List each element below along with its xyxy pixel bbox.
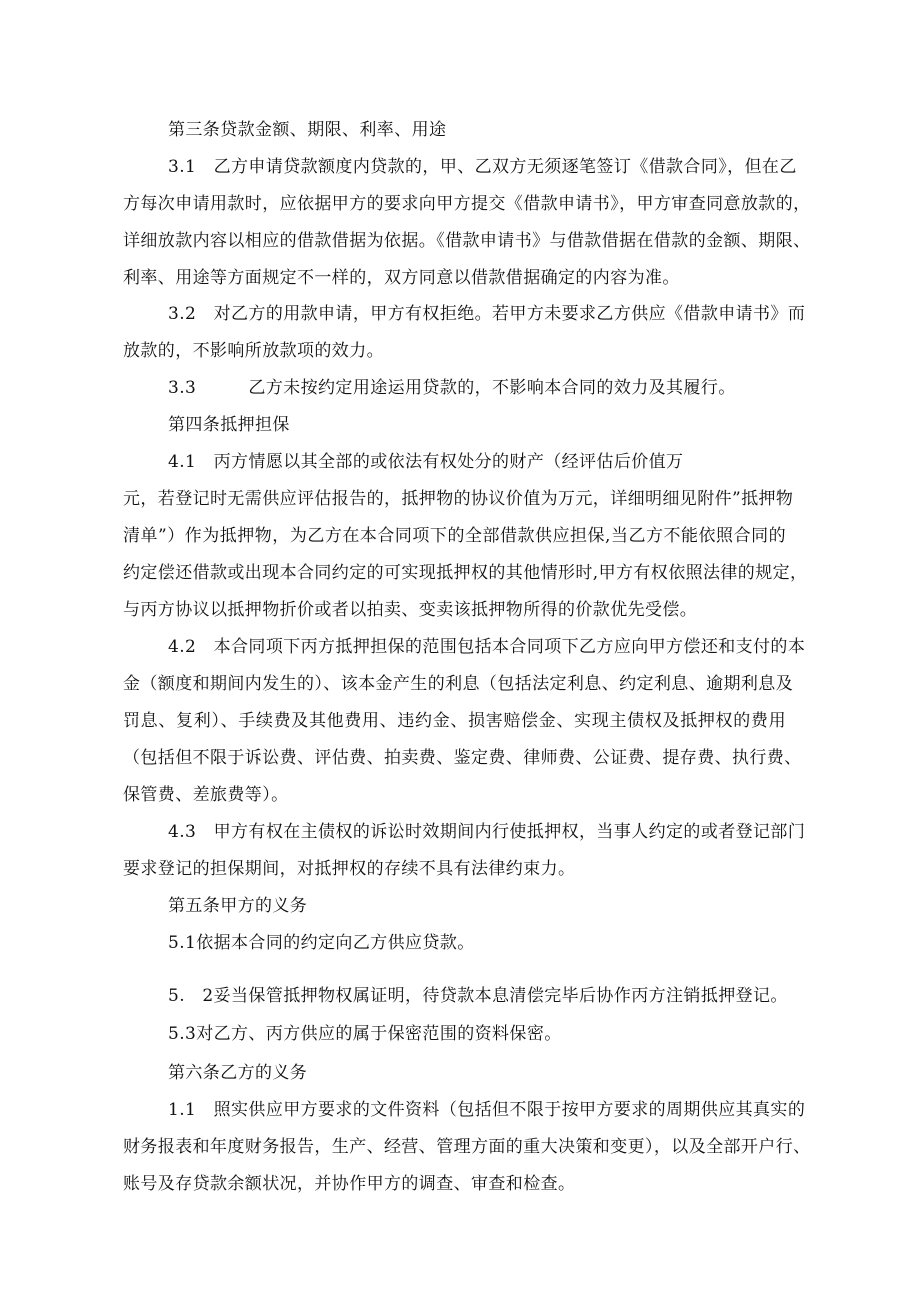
paragraph-4-2-line-5: 保管费、差旅费等）。	[123, 785, 289, 805]
paragraph-3-3: 3.3 乙方未按约定用途运用贷款的，不影响本合同的效力及其履行。	[168, 378, 736, 398]
paragraph-5-2: 5. 2妥当保管抵押物权属证明，待贷款本息清偿完毕后协作丙方注销抵押登记。	[168, 986, 788, 1006]
paragraph-4-1-line-1: 4.1 丙方情愿以其全部的或依法有权处分的财产（经评估后价值万	[168, 452, 684, 472]
paragraph-3-2-line-1: 3.2 对乙方的用款申请，甲方有权拒绝。若甲方未要求乙方供应《借款申请书》而	[168, 304, 806, 324]
paragraph-4-2-line-2: 金（额度和期间内发生的）、该本金产生的利息（包括法定利息、约定利息、逾期利息及	[123, 674, 794, 694]
paragraph-4-2-line-1: 4.2 本合同项下丙方抵押担保的范围包括本合同项下乙方应向甲方偿还和支付的本	[168, 637, 806, 657]
paragraph-5-3: 5.3对乙方、丙方供应的属于保密范围的资料保密。	[168, 1024, 562, 1044]
paragraph-4-1-line-4: 约定偿还借款或出现本合同约定的可实现抵押权的其他情形时,甲方有权依照法律的规定，	[123, 563, 808, 583]
section-6-heading: 第六条乙方的义务	[168, 1063, 308, 1083]
section-3-heading: 第三条贷款金额、期限、利率、用途	[168, 120, 447, 140]
paragraph-3-2-line-2: 放款的，不影响所放款项的效力。	[123, 341, 384, 361]
paragraph-4-3-line-1: 4.3 甲方有权在主债权的诉讼时效期间内行使抵押权，当事人约定的或者登记部门	[168, 822, 806, 842]
paragraph-3-1-line-2: 方每次申请用款时，应依据甲方的要求向甲方提交《借款申请书》，甲方审查同意放款的，	[123, 194, 811, 214]
section-4-heading: 第四条抵押担保	[168, 415, 290, 435]
paragraph-5-1: 5.1依据本合同的约定向乙方供应贷款。	[168, 933, 475, 953]
paragraph-4-3-line-2: 要求登记的担保期间，对抵押权的存续不具有法律约束力。	[123, 859, 576, 879]
paragraph-4-2-line-4: （包括但不限于诉讼费、评估费、拍卖费、鉴定费、律师费、公证费、提存费、执行费、	[123, 748, 802, 768]
paragraph-6-1-line-1: 1.1 照实供应甲方要求的文件资料（包括但不限于按甲方要求的周期供应其真实的	[168, 1100, 806, 1120]
paragraph-3-1-line-1: 3.1 乙方申请贷款额度内贷款的，甲、乙双方无须逐笔签订《借款合同》，但在乙	[168, 157, 797, 177]
paragraph-6-1-line-3: 账号及存贷款余额状况，并协作甲方的调查、审查和检查。	[123, 1174, 576, 1194]
paragraph-6-1-line-2: 财务报表和年度财务报告，生产、经营、管理方面的重大决策和变更），以及全部开户行、	[123, 1137, 811, 1157]
paragraph-4-1-line-3: 清单”）作为抵押物，为乙方在本合同项下的全部借款供应担保,当乙方不能依照合同的	[123, 526, 786, 546]
section-5-heading: 第五条甲方的义务	[168, 896, 308, 916]
paragraph-4-1-line-2: 元，若登记时无需供应评估报告的，抵押物的协议价值为万元，详细明细见附件”抵押物	[123, 489, 794, 509]
paragraph-4-1-line-5: 与丙方协议以抵押物折价或者以拍卖、变卖该抵押物所得的价款优先受偿。	[123, 600, 698, 620]
paragraph-4-2-line-3: 罚息、复利）、手续费及其他费用、违约金、损害赔偿金、实现主债权及抵押权的费用	[123, 711, 786, 731]
paragraph-3-1-line-3: 详细放款内容以相应的借款借据为依据。《借款申请书》与借款借据在借款的金额、期限、	[123, 231, 811, 251]
paragraph-3-1-line-4: 利率、用途等方面规定不一样的，双方同意以借款借据确定的内容为准。	[123, 268, 680, 288]
